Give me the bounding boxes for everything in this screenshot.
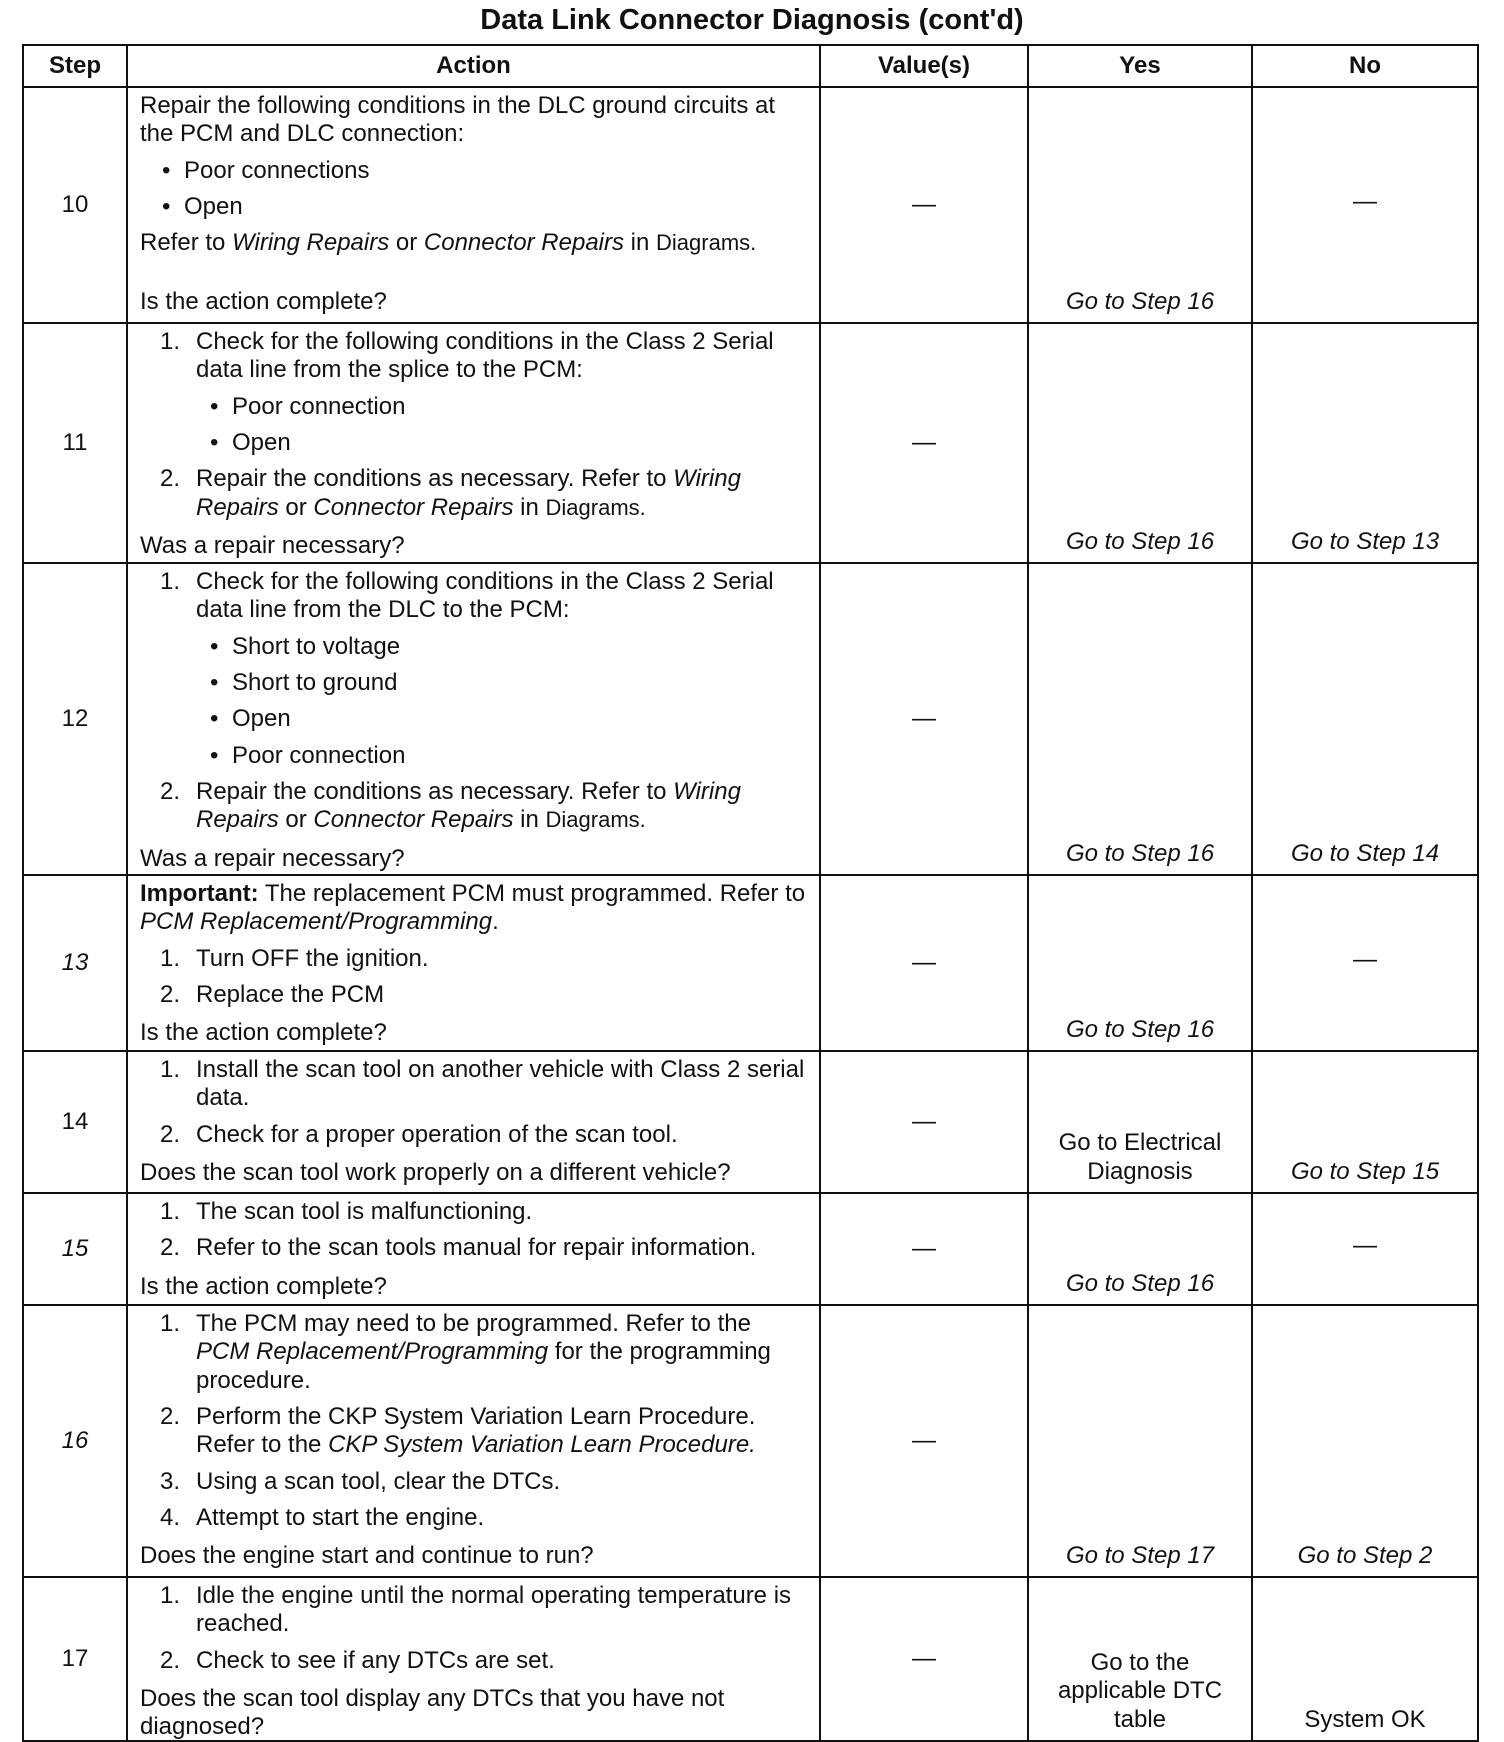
yes-cell: Go to Electrical Diagnosis bbox=[1028, 1051, 1252, 1193]
bullet-item: • Poor connection bbox=[210, 392, 406, 420]
action-cell bbox=[127, 323, 820, 563]
action-cell bbox=[127, 875, 820, 1051]
value-cell: — bbox=[820, 1051, 1028, 1193]
table-row bbox=[23, 563, 1478, 875]
numbered-step: 1. The PCM may need to be programmed. Refer to the PCM Replacement/Programming for the programming procedure. bbox=[160, 1310, 771, 1394]
numbered-step: 3. Using a scan tool, clear the DTCs. bbox=[160, 1467, 561, 1495]
value-cell: — bbox=[820, 323, 1028, 563]
numbered-step: 1. Check for the following conditions in the Class 2 Serial data line from the DLC to the PCM: bbox=[160, 568, 774, 624]
no-cell: System OK bbox=[1252, 1577, 1478, 1741]
no-cell: Go to Step 14 bbox=[1252, 563, 1478, 875]
page-title: Data Link Connector Diagnosis (cont'd) bbox=[480, 4, 1024, 36]
bullet-item: • Poor connections bbox=[162, 156, 370, 184]
numbered-step: 2. Repair the conditions as necessary. Refer to Wiring Repairs or Connector Repairs in Diagrams. bbox=[160, 465, 741, 521]
action-question: Does the scan tool work properly on a different vehicle? bbox=[140, 1158, 731, 1186]
table-row bbox=[23, 1305, 1478, 1577]
step-number: 16 bbox=[23, 1305, 127, 1577]
bullet-text: Poor connections bbox=[184, 156, 370, 184]
numbered-step: 1. Check for the following conditions in the Class 2 Serial data line from the splice to the PCM: bbox=[160, 328, 774, 384]
numbered-step: 1. Idle the engine until the normal operating temperature is reached. bbox=[160, 1582, 792, 1638]
step-number: 12 bbox=[23, 563, 127, 875]
reference-line: Refer to Wiring Repairs or Connector Repairs in Diagrams. bbox=[140, 229, 757, 257]
header-no: No bbox=[1252, 45, 1478, 87]
value-cell: — bbox=[820, 1577, 1028, 1741]
value-cell: — bbox=[820, 875, 1028, 1051]
step-number: 11 bbox=[23, 323, 127, 563]
no-cell: Go to Step 2 bbox=[1252, 1305, 1478, 1577]
table-row bbox=[23, 323, 1478, 563]
yes-cell: Go to the applicable DTC table bbox=[1028, 1577, 1252, 1741]
value-cell: — bbox=[820, 1305, 1028, 1577]
no-cell: — bbox=[1252, 1193, 1478, 1305]
action-cell bbox=[127, 87, 820, 323]
table-row bbox=[23, 1193, 1478, 1305]
bullet-item: • Short to voltage bbox=[210, 632, 401, 660]
bullet-item: • Open bbox=[162, 192, 243, 220]
table-row bbox=[23, 1051, 1478, 1193]
numbered-step: 2. Check for a proper operation of the scan tool. bbox=[160, 1120, 678, 1148]
action-question: Was a repair necessary? bbox=[140, 531, 405, 559]
yes-cell: Go to Step 16 bbox=[1028, 563, 1252, 875]
action-question: Does the engine start and continue to run? bbox=[140, 1542, 594, 1570]
value-cell: — bbox=[820, 563, 1028, 875]
ref-diagrams: Diagrams. bbox=[656, 230, 757, 256]
step-number: 17 bbox=[23, 1577, 127, 1741]
action-question: Was a repair necessary? bbox=[140, 844, 405, 872]
ref-connector-repairs: Connector Repairs bbox=[423, 229, 625, 257]
bullet-item: • Open bbox=[210, 428, 291, 456]
header-step: Step bbox=[23, 45, 127, 87]
no-cell: Go to Step 13 bbox=[1252, 323, 1478, 563]
action-cell bbox=[127, 1305, 820, 1577]
bullet-item: • Short to ground bbox=[210, 668, 398, 696]
header-yes: Yes bbox=[1028, 45, 1252, 87]
numbered-step: 2. Perform the CKP System Variation Learn Procedure. Refer to the CKP System Variation Learn Procedure. bbox=[160, 1402, 756, 1459]
bullet-item: • Open bbox=[210, 705, 291, 733]
numbered-step: 1. Turn OFF the ignition. bbox=[160, 944, 429, 972]
no-cell: Go to Step 15 bbox=[1252, 1051, 1478, 1193]
numbered-step: 1. Install the scan tool on another vehicle with Class 2 serial data. bbox=[160, 1056, 805, 1112]
numbered-step: 1. The scan tool is malfunctioning. bbox=[160, 1198, 533, 1225]
step-number: 13 bbox=[23, 875, 127, 1051]
numbered-step: 2. Replace the PCM bbox=[160, 980, 385, 1008]
numbered-step: 2. Repair the conditions as necessary. Refer to Wiring Repairs or Connector Repairs in Diagrams. bbox=[160, 777, 741, 834]
yes-cell: Go to Step 17 bbox=[1028, 1305, 1252, 1577]
numbered-step: 2. Check to see if any DTCs are set. bbox=[160, 1646, 555, 1674]
step-number: 14 bbox=[23, 1051, 127, 1193]
important-note: Important: The replacement PCM must programmed. Refer to PCM Replacement/Programming. bbox=[140, 880, 806, 936]
yes-cell: Go to Step 16 bbox=[1028, 87, 1252, 323]
ref-wiring-repairs: Wiring Repairs bbox=[232, 229, 390, 257]
table-row bbox=[23, 1577, 1478, 1741]
step-number: 10 bbox=[23, 87, 127, 323]
diagnosis-table bbox=[22, 44, 1479, 1742]
numbered-step: 4. Attempt to start the engine. bbox=[160, 1503, 485, 1531]
yes-cell: Go to Step 16 bbox=[1028, 1193, 1252, 1305]
action-question: Is the action complete? bbox=[140, 1272, 387, 1300]
yes-cell: Go to Step 16 bbox=[1028, 323, 1252, 563]
no-cell: — bbox=[1252, 87, 1478, 323]
action-cell bbox=[127, 1193, 820, 1305]
table-row bbox=[23, 875, 1478, 1051]
step-number: 15 bbox=[23, 1193, 127, 1305]
table-row bbox=[23, 87, 1478, 323]
header-action: Action bbox=[127, 45, 820, 87]
yes-cell: Go to Step 16 bbox=[1028, 875, 1252, 1051]
numbered-step: 2. Refer to the scan tools manual for repair information. bbox=[160, 1234, 757, 1262]
action-cell bbox=[127, 1577, 820, 1741]
action-cell bbox=[127, 563, 820, 875]
bullet-item: • Poor connection bbox=[210, 741, 406, 769]
value-cell: — bbox=[820, 87, 1028, 323]
action-question: Does the scan tool display any DTCs that you have not diagnosed? bbox=[140, 1684, 725, 1741]
action-intro: Repair the following conditions in the DLC ground circuits at the PCM and DLC connection: bbox=[140, 92, 776, 148]
action-cell bbox=[127, 1051, 820, 1193]
value-cell: — bbox=[820, 1193, 1028, 1305]
action-question: Is the action complete? bbox=[140, 287, 387, 315]
header-values: Value(s) bbox=[820, 45, 1028, 87]
no-cell: — bbox=[1252, 875, 1478, 1051]
action-question: Is the action complete? bbox=[140, 1019, 387, 1047]
bullet-text: Open bbox=[184, 192, 243, 220]
header-row bbox=[23, 45, 1478, 87]
